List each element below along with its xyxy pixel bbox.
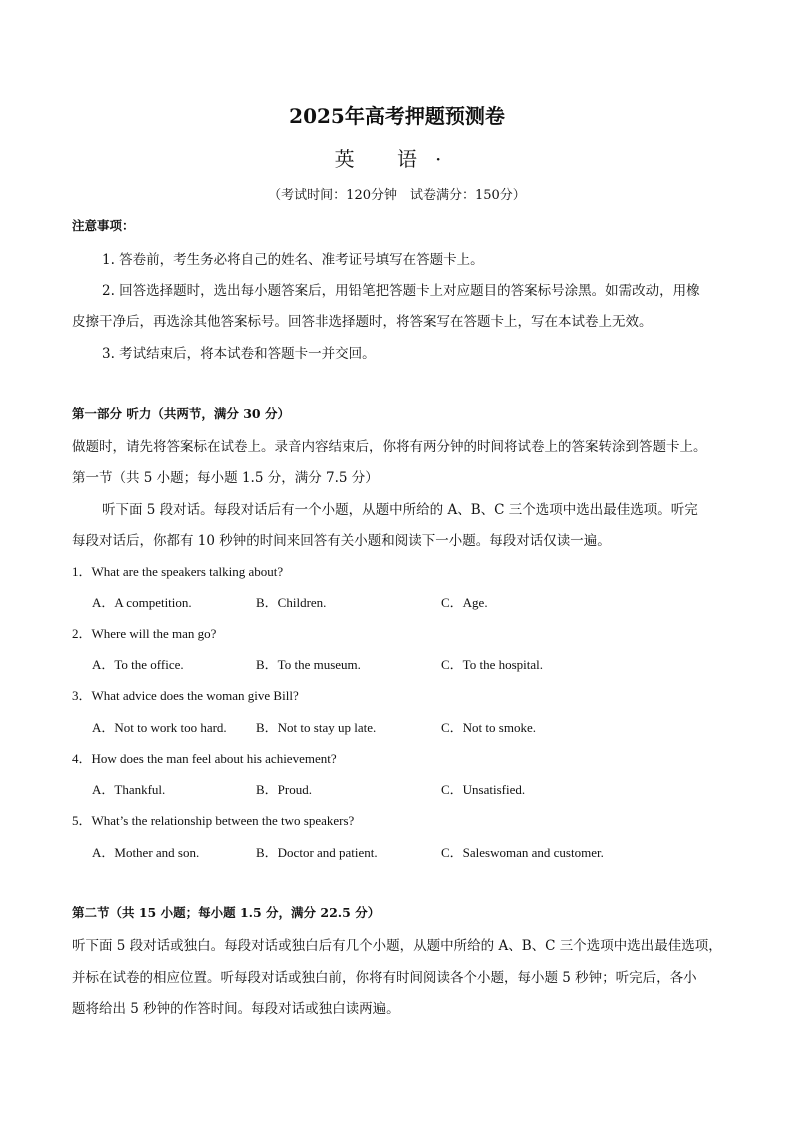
section2-instruction-line-1: 听下面 5 段对话或独白。每段对话或独白后有几个小题，从题中所给的 A、B、C 三个选项中选出最佳选项， (72, 938, 722, 954)
option-c: C．Not to smoke. (441, 720, 536, 735)
notice-item-1: 1. 答卷前，考生务必将自己的姓名、准考证号填写在答题卡上。 (102, 252, 484, 268)
section1-heading: 第一节（共 5 小题；每小题 1.5 分，满分 7.5 分） (72, 470, 379, 486)
question-stem: 4．How does the man feel about his achievement? (72, 751, 337, 766)
section2-instruction-line-3: 题将给出 5 秒钟的作答时间。每段对话或独白读两遍。 (72, 1001, 400, 1017)
option-b: B．Proud. (256, 782, 312, 797)
notice-item-2-line-1: 2. 回答选择题时，选出每小题答案后，用铅笔把答题卡上对应题目的答案标号涂黑。如需改动，用橡 (102, 283, 700, 299)
question-stem: 1．What are the speakers talking about? (72, 564, 284, 579)
option-c: C．Age. (441, 595, 488, 610)
notice-item-2-line-2: 皮擦干净后，再选涂其他答案标号。回答非选择题时，将答案写在答题卡上，写在本试卷上无效。 (72, 314, 653, 330)
option-a: A．Mother and son. (92, 845, 200, 860)
section1-instruction-line-2: 每段对话后，你都有 10 秒钟的时间来回答有关小题和阅读下一小题。每段对话仅读一遍。 (72, 533, 611, 549)
option-b: B．Not to stay up late. (256, 720, 377, 735)
option-a: A．Not to work too hard. (92, 720, 227, 735)
option-c: C．Saleswoman and customer. (441, 845, 604, 860)
option-a: A．Thankful. (92, 782, 166, 797)
part1-instruction: 做题时，请先将答案标在试卷上。录音内容结束后，你将有两分钟的时间将试卷上的答案转涂到答题卡上。 (72, 439, 707, 455)
notice-title: 注意事项： (72, 218, 135, 233)
option-c: C．Unsatisfied. (441, 782, 526, 797)
subject-title: 英 语· (334, 147, 460, 171)
paper-title: 2025年高考押题预测卷 (289, 104, 505, 128)
question-stem: 2．Where will the man go? (72, 626, 217, 641)
option-a: A．A competition. (92, 595, 192, 610)
option-b: B．To the museum. (256, 657, 361, 672)
exam-info: （考试时间：120分钟 试卷满分：150分） (268, 188, 526, 203)
section1-instruction-line-1: 听下面 5 段对话。每段对话后有一个小题，从题中所给的 A、B、C 三个选项中选出最佳选项。听完 (102, 502, 698, 518)
question-stem: 5．What’s the relationship between the two speakers? (72, 813, 355, 828)
option-b: B．Children. (256, 595, 327, 610)
question-stem: 3．What advice does the woman give Bill? (72, 688, 299, 703)
option-b: B．Doctor and patient. (256, 845, 378, 860)
section2-instruction-line-2: 并标在试卷的相应位置。听每段对话或独白前，你将有时间阅读各个小题，每小题 5 秒钟；听完后，各小 (72, 970, 697, 986)
part1-heading: 第一部分 听力（共两节，满分 30 分） (72, 406, 290, 421)
option-a: A．To the office. (92, 657, 184, 672)
notice-item-3: 3. 考试结束后，将本试卷和答题卡一并交回。 (102, 346, 376, 362)
option-c: C．To the hospital. (441, 657, 544, 672)
section2-heading: 第二节（共 15 小题；每小题 1.5 分，满分 22.5 分） (72, 905, 381, 920)
